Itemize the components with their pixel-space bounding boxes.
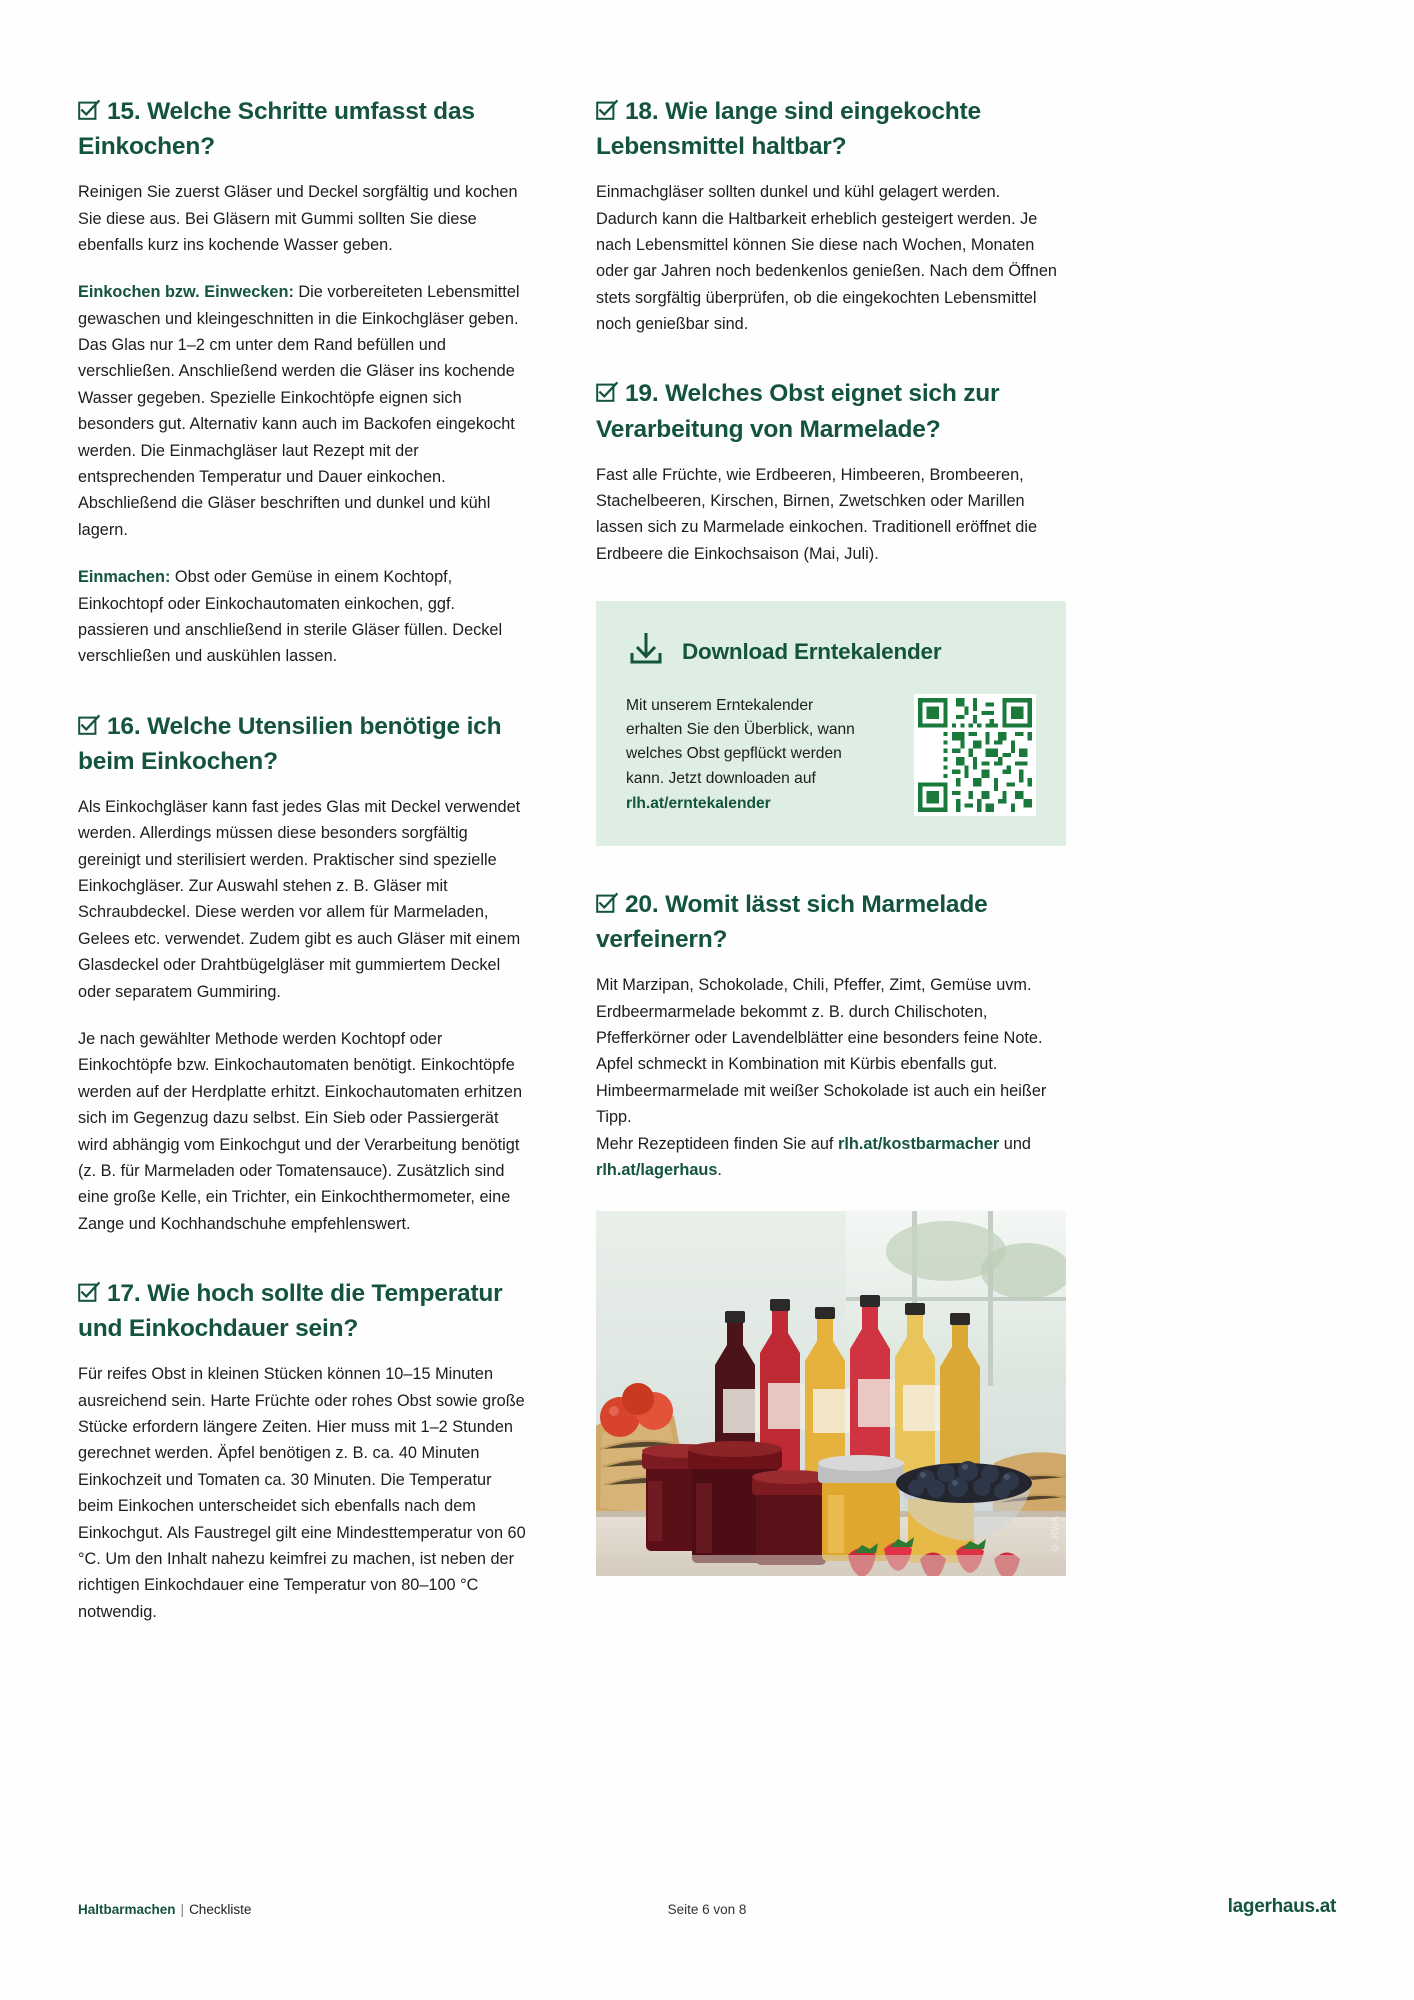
paragraph-lead: Einmachen: — [78, 568, 171, 587]
paragraph-text: Für reifes Obst in kleinen Stücken können 10–15 Minuten ausreichend sein. Harte Früchte oder rohes Obst sowie große Stücke erfordern längere Zeiten. Hier muss mit 1–2 Stunden gerechnet werden. Äpfel benötigen z. B. ca. 40 Minuten Einkochzeit und Tomaten ca. 30 Minuten. Die Temperatur beim Einkochen unterscheidet sich ebenfalls nach dem Einkochgut. Als Faustregel gilt eine Mindesttemperatur von 60 °C. Um den Inhalt nahezu keimfrei zu machen, ist neben der richtigen Einkochdauer eine Temperatur von 80–100 °C notwendig. — [78, 1365, 526, 1621]
preserved-jars-and-bottles-photo — [596, 1211, 1066, 1576]
footer-doc-type: Checkliste — [189, 1902, 252, 1917]
paragraph — [596, 179, 1066, 337]
footer-site-logo: lagerhaus.at — [1227, 1896, 1336, 1917]
footer-left — [78, 1902, 251, 1917]
checkbox-checked-icon — [596, 97, 618, 130]
left-column — [78, 95, 530, 1665]
paragraph — [78, 179, 530, 258]
section-question-16 — [78, 710, 530, 1237]
section-question-17 — [78, 1277, 530, 1625]
question-15-text: 15. Welche Schritte umfasst das Einkochen? — [78, 98, 475, 161]
recipe-line-middle: und — [999, 1134, 1031, 1153]
section-question-19 — [596, 377, 1066, 846]
paragraph — [78, 1026, 530, 1237]
question-19-text: 19. Welches Obst eignet sich zur Verarbeitung von Marmelade? — [596, 380, 1000, 443]
paragraph — [78, 279, 530, 543]
page-footer — [78, 1896, 1336, 1922]
question-19-heading — [596, 377, 1066, 445]
paragraph — [78, 564, 530, 670]
question-20-text: 20. Womit lässt sich Marmelade verfeinern? — [596, 891, 988, 954]
checkbox-checked-icon — [596, 890, 618, 923]
paragraph-lead: Einkochen bzw. Einwecken: — [78, 283, 294, 302]
question-16-text: 16. Welche Utensilien benötige ich beim Einkochen? — [78, 712, 502, 775]
paragraph — [596, 972, 1066, 1183]
checkbox-checked-icon — [78, 712, 100, 745]
footer-page-number: Seite 6 von 8 — [667, 1902, 747, 1917]
question-17-heading — [78, 1277, 530, 1345]
photo-credit: © RWA — [1050, 1515, 1061, 1553]
paragraph-text: Reinigen Sie zuerst Gläser und Deckel sorgfältig und kochen Sie diese aus. Bei Gläsern mit Gummi sollten Sie diese ebenfalls kurz ins kochende Wasser geben. — [78, 183, 518, 254]
kostbarmacher-link[interactable]: rlh.at/kostbarmacher — [837, 1134, 1000, 1153]
download-box-body — [626, 694, 1036, 816]
paragraph-text: Als Einkochgläser kann fast jedes Glas mit Deckel verwendet werden. Allerdings müssen diese besonders sorgfältig gereinigt und sterilisiert werden. Praktischer sind spezielle Einkochgläser. Zur Auswahl stehen z. B. Gläser mit Schraubdeckel. Diese werden vor allem für Marmeladen, Gelees etc. verwendet. Zudem gibt es auch Gläser mit einem Glasdeckel oder Drahtbügelgläser mit gummiertem Deckel oder separatem Gummiring. — [78, 797, 521, 1001]
question-16-heading — [78, 710, 530, 778]
question-17-text: 17. Wie hoch sollte die Temperatur und Einkochdauer sein? — [78, 1280, 503, 1343]
question-18-text: 18. Wie lange sind eingekochte Lebensmittel haltbar? — [596, 98, 981, 161]
question-20-heading — [596, 888, 1066, 956]
right-column — [596, 95, 1066, 1665]
recipe-line-prefix: Mehr Rezeptideen finden Sie auf — [596, 1134, 838, 1153]
paragraph — [78, 1361, 530, 1625]
section-question-20 — [596, 888, 1066, 1576]
paragraph-text: Einmachgläser sollten dunkel und kühl gelagert werden. Dadurch kann die Haltbarkeit erheblich gesteigert werden. Je nach Lebensmittel können Sie diese nach Wochen, Monaten oder gar Jahren noch bedenkenlos genießen. Nach dem Öffnen stets sorgfältig überprüfen, ob die eingekochten Lebensmittel noch genießbar sind. — [596, 183, 1057, 334]
paragraph-text: Je nach gewählter Methode werden Kochtopf oder Einkochtöpfe bzw. Einkochautomaten benötigt. Einkochtöpfe werden auf der Herdplatte erhitzt. Einkochautomaten erhitzen sich im Gegenzug dazu selbst. Ein Sieb oder Passiergerät wird abhängig vom Einkochgut und der Verarbeitung benötigt (z. B. für Marmeladen oder Tomatensauce). Zusätzlich sind eine große Kelle, ein Trichter, ein Einkochthermometer, eine Zange und Kochhandschuhe empfehlenswert. — [78, 1030, 523, 1233]
download-box-description: Mit unserem Erntekalender erhalten Sie den Überblick, wann welches Obst gepflückt werden kann. Jetzt downloaden auf — [626, 697, 855, 787]
erntekalender-link[interactable]: rlh.at/erntekalender — [626, 794, 771, 812]
checkbox-checked-icon — [78, 97, 100, 130]
checkbox-checked-icon — [78, 1279, 100, 1312]
section-question-15 — [78, 95, 530, 670]
qr-code[interactable] — [914, 694, 1036, 816]
recipe-line-suffix: . — [717, 1161, 722, 1180]
download-erntekalender-box[interactable] — [596, 601, 1066, 846]
checkbox-checked-icon — [596, 379, 618, 412]
footer-brand: Haltbarmachen — [78, 1902, 176, 1917]
download-icon — [626, 629, 666, 674]
paragraph-text: Mit Marzipan, Schokolade, Chili, Pfeffer, Zimt, Gemüse uvm. Erdbeermarmelade bekommt z. B. durch Chilischoten, Pfefferkörner oder Lavendelblätter eine besonders feine Note. Apfel schmeckt in Kombination mit Kürbis ebenfalls gut. Himbeermarmelade mit weißer Schokolade ist auch ein heißer Tipp. — [596, 976, 1047, 1127]
download-box-title: Download Erntekalender — [682, 638, 942, 664]
page-content — [78, 95, 1336, 1665]
download-box-header — [626, 629, 1036, 674]
paragraph — [78, 794, 530, 1005]
footer-separator: | — [180, 1902, 185, 1917]
paragraph-text: Obst oder Gemüse in einem Kochtopf, Einkochtopf oder Einkochautomaten einkochen, ggf. passieren und anschließend in sterile Gläser füllen. Deckel verschließen und auskühlen lassen. — [78, 568, 503, 666]
download-box-text — [626, 694, 861, 816]
question-15-heading — [78, 95, 530, 163]
section-question-18 — [596, 95, 1066, 337]
paragraph-text: Fast alle Früchte, wie Erdbeeren, Himbeeren, Brombeeren, Stachelbeeren, Kirschen, Birnen, Zwetschken oder Marillen lassen sich zu Marmelade einkochen. Traditionell eröffnet die Erdbeere die Einkochsaison (Mai, Juli). — [596, 465, 1038, 563]
lagerhaus-link[interactable]: rlh.at/lagerhaus — [596, 1161, 718, 1180]
question-18-heading — [596, 95, 1066, 163]
paragraph — [596, 462, 1066, 568]
paragraph-text: Die vorbereiteten Lebensmittel gewaschen und kleingeschnitten in die Einkochgläser geben. Das Glas nur 1–2 cm unter dem Rand befüllen und verschließen. Anschließend werden die Gläser ins kochende Wasser gegeben. Spezielle Einkochtöpfe eignen sich besonders gut. Alternativ kann auch im Backofen eingekocht werden. Die Einmachgläser laut Rezept mit der entsprechenden Temperatur und Dauer einkochen. Abschließend die Gläser beschriften und dunkel und kühl lagern. — [78, 283, 520, 539]
